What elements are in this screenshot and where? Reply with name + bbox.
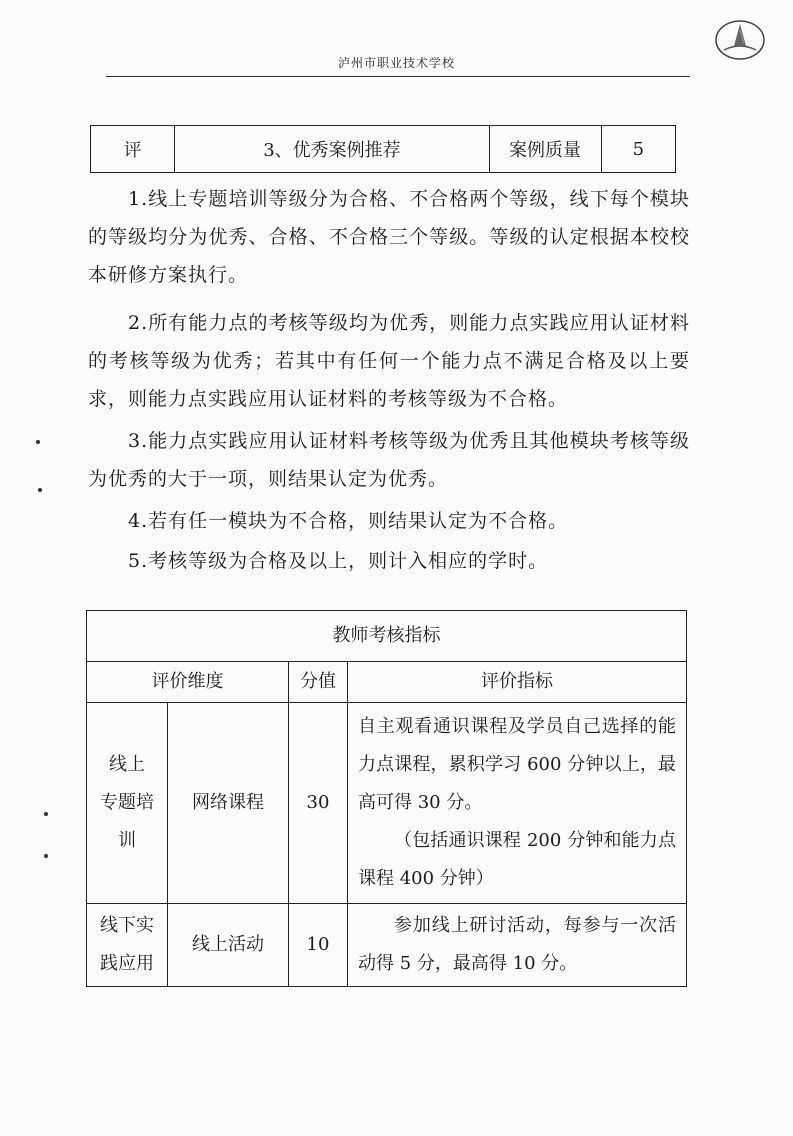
header-divider — [106, 76, 690, 77]
paragraph-5 — [88, 542, 690, 580]
header-indicator: 评价指标 — [348, 662, 687, 703]
table-row — [87, 703, 687, 904]
paragraph-3-text: 3.能力点实践应用认证材料考核等级为优秀且其他模块考核等级为优秀的大于一项，则结果认定为优秀。 — [88, 430, 690, 490]
table-row — [91, 126, 676, 173]
category-line: 线上 — [109, 754, 145, 775]
paragraph-4-text: 4.若有任一模块为不合格，则结果认定为不合格。 — [128, 510, 569, 532]
category-cell — [87, 904, 168, 987]
indicator-cell — [348, 703, 687, 904]
category-line: 线下实 — [100, 915, 154, 936]
header-school-name: 泸州市职业技术学校 — [337, 56, 455, 70]
category-line: 训 — [118, 830, 136, 851]
scan-mark — [44, 854, 48, 858]
score-cell: 30 — [289, 703, 348, 904]
assessment-table — [86, 610, 687, 987]
indicator-cell: 参加线上研讨活动，每参与一次活动得 5 分，最高得 10 分。 — [348, 904, 687, 987]
indicator-note: （包括通识课程 200 分钟和能力点课程 400 分钟） — [358, 830, 676, 889]
indicator-text: 自主观看通识课程及学员自己选择的能力点课程，累积学习 600 分钟以上，最高可得 30 分。 — [358, 716, 676, 813]
category-line: 专题培 — [100, 792, 154, 813]
top-cell-2: 3、优秀案例推荐 — [175, 126, 489, 173]
scan-mark — [38, 488, 42, 492]
score-cell: 10 — [289, 904, 348, 987]
paragraph-4 — [88, 502, 690, 540]
item-cell: 网络课程 — [168, 703, 289, 904]
paragraph-1-text: 1.线上专题培训等级分为合格、不合格两个等级，线下每个模块的等级均分为优秀、合格、不合格三个等级。等级的认定根据本校校本研修方案执行。 — [88, 188, 690, 286]
top-cell-3: 案例质量 — [489, 126, 601, 173]
category-cell — [87, 703, 168, 904]
header-score: 分值 — [289, 662, 348, 703]
category-line: 践应用 — [100, 953, 154, 974]
table-header-row — [87, 662, 687, 703]
item-cell: 线上活动 — [168, 904, 289, 987]
paragraph-1 — [88, 180, 690, 294]
table-title: 教师考核指标 — [87, 611, 687, 662]
table-title-row — [87, 611, 687, 662]
header-dimension: 评价维度 — [87, 662, 289, 703]
scan-mark — [44, 812, 48, 816]
paragraph-2 — [88, 304, 690, 418]
top-cell-4: 5 — [601, 126, 675, 173]
top-table — [90, 125, 676, 173]
scan-mark — [36, 440, 40, 444]
paragraph-2-text: 2.所有能力点的考核等级均为优秀，则能力点实践应用认证材料的考核等级为优秀；若其中有任何一个能力点不满足合格及以上要求，则能力点实践应用认证材料的考核等级为不合格。 — [88, 312, 690, 410]
top-cell-1: 评 — [91, 126, 175, 173]
paragraph-3 — [88, 422, 690, 498]
paragraph-5-text: 5.考核等级为合格及以上，则计入相应的学时。 — [128, 550, 549, 572]
table-row — [87, 904, 687, 987]
